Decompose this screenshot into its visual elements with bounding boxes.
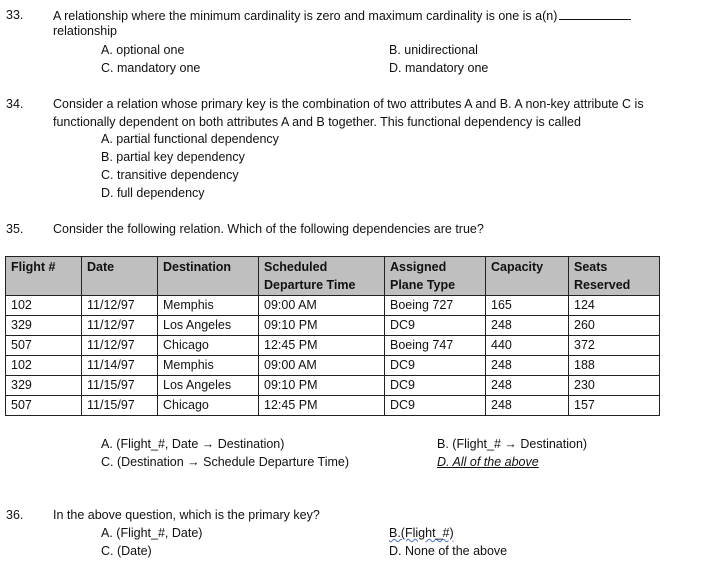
question-35-text: Consider the following relation. Which of the following dependencies are true? (53, 222, 484, 236)
table-cell: 165 (486, 296, 569, 316)
table-cell: 124 (569, 296, 660, 316)
table-cell: DC9 (385, 356, 486, 376)
q35-option-b: B. (Flight_# → Destination) (437, 437, 588, 451)
question-33-line1: A relationship where the minimum cardinality is zero and maximum cardinality is one is a(n) (53, 9, 558, 23)
header-seats-reserved: Seats Reserved (569, 257, 660, 296)
q34-option-c: C. transitive dependency (101, 168, 239, 182)
table-cell: 230 (569, 376, 660, 396)
question-36-number: 36. (6, 508, 24, 522)
table-cell: 09:10 PM (259, 376, 385, 396)
q33-option-d: D. mandatory one (389, 61, 489, 75)
q33-option-a: A. optional one (101, 43, 185, 57)
header-flight: Flight # (6, 257, 82, 296)
table-cell: 102 (6, 356, 82, 376)
table-row (6, 376, 660, 396)
header-destination: Destination (158, 257, 259, 296)
table-cell: 11/12/97 (82, 336, 158, 356)
q36-option-d: D. None of the above (389, 544, 508, 558)
q36-option-b-text: B.(Flight_#) (389, 526, 454, 540)
table-cell: Boeing 747 (385, 336, 486, 356)
q35-option-c: C. (Destination → Schedule Departure Time) (101, 455, 350, 469)
table-cell: 11/15/97 (82, 396, 158, 416)
table-cell: DC9 (385, 376, 486, 396)
q36-option-b (389, 524, 454, 542)
table-cell: Los Angeles (158, 316, 259, 336)
table-cell: 09:00 AM (259, 296, 385, 316)
table-cell: 440 (486, 336, 569, 356)
question-33-text (53, 8, 631, 23)
answer-blank (559, 8, 631, 20)
table-row (6, 316, 660, 336)
q35-option-d: D. All of the above (437, 455, 539, 469)
q33-option-b: B. unidirectional (389, 43, 478, 57)
table-row (6, 356, 660, 376)
table-cell: Boeing 727 (385, 296, 486, 316)
table-cell: 188 (569, 356, 660, 376)
table-cell: 12:45 PM (259, 396, 385, 416)
table-cell: 11/15/97 (82, 376, 158, 396)
table-cell: 09:00 AM (259, 356, 385, 376)
table-row (6, 396, 660, 416)
table-cell: Chicago (158, 336, 259, 356)
table-cell: 248 (486, 376, 569, 396)
q36-option-a: A. (Flight_#, Date) (101, 526, 203, 540)
table-row (6, 296, 660, 316)
header-scheduled-departure: Scheduled Departure Time (259, 257, 385, 296)
table-cell: Chicago (158, 396, 259, 416)
question-36-text: In the above question, which is the primary key? (53, 508, 320, 522)
q33-option-c: C. mandatory one (101, 61, 201, 75)
table-cell: 329 (6, 316, 82, 336)
question-34-line2: functionally dependent on both attributes A and B together. This functional dependency is called (53, 115, 581, 129)
table-cell: 507 (6, 396, 82, 416)
table-cell: 329 (6, 376, 82, 396)
q34-option-d: D. full dependency (101, 186, 205, 200)
table-cell: 507 (6, 336, 82, 356)
table-cell: 11/12/97 (82, 316, 158, 336)
question-34-line1: Consider a relation whose primary key is the combination of two attributes A and B. A non-key attribute C is (53, 97, 644, 111)
q36-option-c: C. (Date) (101, 544, 152, 558)
question-34-number: 34. (6, 97, 24, 111)
table-cell: 372 (569, 336, 660, 356)
table-cell: 11/14/97 (82, 356, 158, 376)
question-33-line2: relationship (53, 24, 117, 38)
table-cell: 248 (486, 356, 569, 376)
header-date: Date (82, 257, 158, 296)
table-cell: 248 (486, 396, 569, 416)
header-capacity: Capacity (486, 257, 569, 296)
table-row (6, 336, 660, 356)
table-cell: 12:45 PM (259, 336, 385, 356)
table-cell: 09:10 PM (259, 316, 385, 336)
table-cell: 260 (569, 316, 660, 336)
table-cell: Memphis (158, 296, 259, 316)
table-cell: 157 (569, 396, 660, 416)
table-cell: 248 (486, 316, 569, 336)
q34-option-a: A. partial functional dependency (101, 132, 279, 146)
table-header-row (6, 257, 660, 296)
header-plane-type: Assigned Plane Type (385, 257, 486, 296)
q35-option-a: A. (Flight_#, Date → Destination) (101, 437, 285, 451)
table-cell: Los Angeles (158, 376, 259, 396)
table-cell: Memphis (158, 356, 259, 376)
table-cell: 102 (6, 296, 82, 316)
flight-relation-table (5, 256, 660, 416)
table-cell: DC9 (385, 396, 486, 416)
table-cell: 11/12/97 (82, 296, 158, 316)
table-cell: DC9 (385, 316, 486, 336)
question-33-number: 33. (6, 8, 24, 22)
question-35-number: 35. (6, 222, 24, 236)
q34-option-b: B. partial key dependency (101, 150, 245, 164)
